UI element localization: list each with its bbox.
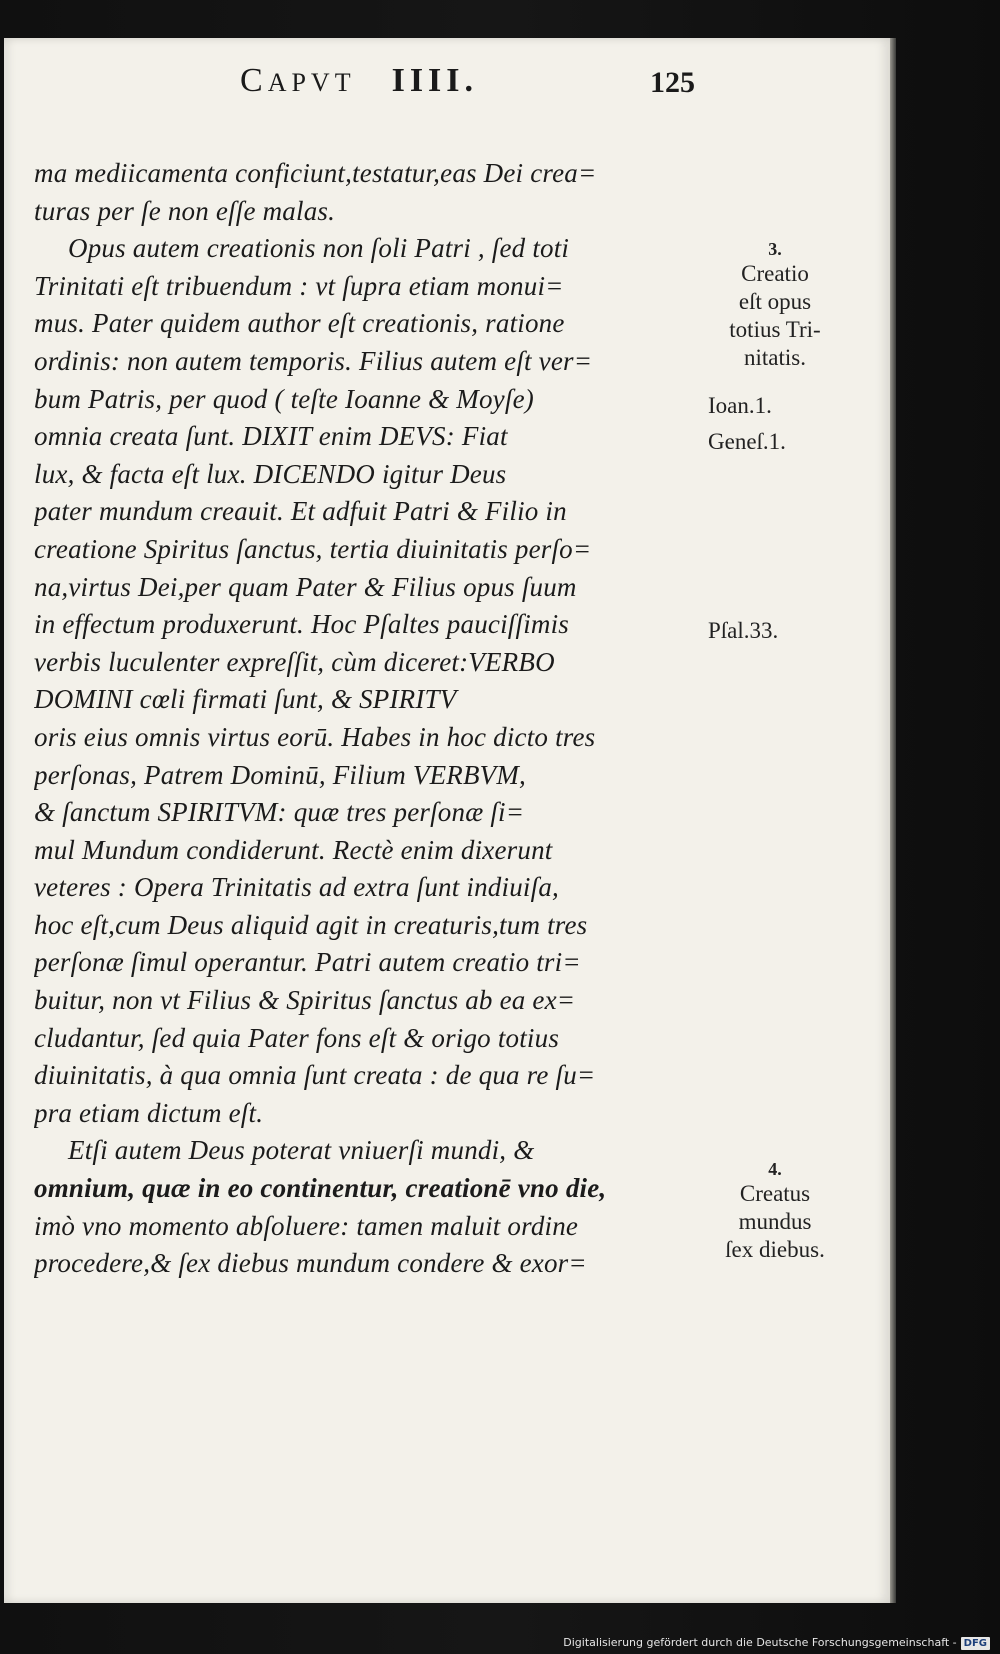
margin-note-4-line-3: ſex diebus.: [725, 1237, 825, 1262]
text-line-24: cludantur, ſed quia Pater fons eſt & origo totius: [34, 1022, 560, 1053]
text-line-15: DOMINI cœli firmati ſunt, & SPIRITV: [34, 684, 457, 715]
margin-ref-genes: [708, 428, 858, 456]
margin-note-4-line-1: Creatus: [739, 1181, 811, 1206]
margin-ref-psal: [708, 617, 858, 645]
margin-note-4: [700, 1158, 850, 1264]
digitization-credit-text: Digitalisierung gefördert durch die Deutsche Forschungsgemeinschaft -: [563, 1636, 957, 1649]
text-line-4: Trinitati eſt tribuendum : vt ſupra etiam monui=: [34, 270, 564, 301]
text-line-9: lux, & facta eſt lux. DICENDO igitur Deus: [34, 458, 507, 489]
margin-note-3-line-1: Creatio: [741, 261, 809, 286]
text-line-13: in effectum produxerunt. Hoc Pſaltes pauciſſimis: [34, 609, 570, 640]
text-line-10: pater mundum creauit. Et adfuit Patri & Filio in: [34, 496, 567, 527]
heading-word: APVT: [267, 68, 356, 97]
text-line-20: veteres : Opera Trinitatis ad extra ſunt indiuiſa,: [34, 872, 559, 903]
text-line-25: diuinitatis, à qua omnia ſunt creata : de qua re ſu=: [34, 1060, 596, 1091]
running-head: [30, 62, 710, 112]
margin-note-4-line-2: mundus: [738, 1209, 812, 1234]
margin-note-3-line-2: eſt opus: [738, 289, 812, 314]
page-edge: [890, 38, 896, 1603]
page-number: 125: [650, 66, 695, 99]
chapter-number: IIII.: [391, 62, 479, 99]
digitization-credit: [563, 1636, 990, 1650]
text-line-17: perſonas, Patrem Dominū, Filium VERBVM,: [34, 759, 526, 790]
text-line-30: procedere,& ſex diebus mundum condere & exor=: [34, 1248, 587, 1279]
text-line-6: ordinis: non autem temporis. Filius autem eſt ver=: [34, 345, 593, 376]
text-line-26: pra etiam dictum eſt.: [34, 1097, 264, 1128]
margin-ref-ioan-text: Ioan.1.: [708, 393, 772, 418]
heading-first-letter: C: [240, 62, 268, 99]
margin-ref-psal-text: Pſal.33.: [708, 618, 779, 643]
text-line-12: na,virtus Dei,per quam Pater & Filius opus ſuum: [34, 571, 577, 602]
text-line-19: mul Mundum condiderunt. Rectè enim dixerunt: [34, 834, 553, 865]
dfg-logo: DFG: [961, 1637, 990, 1650]
text-line-29: imò vno momento abſoluere: tamen maluit ordine: [34, 1210, 579, 1241]
text-line-22: perſonæ ſimul operantur. Patri autem creatio tri=: [34, 947, 581, 978]
margin-ref-genes-text: Geneſ.1.: [708, 429, 786, 454]
chapter-heading: [240, 62, 478, 100]
text-line-5: mus. Pater quidem author eſt creationis, ratione: [34, 308, 565, 339]
text-line-7: bum Patris, per quod ( teſte Ioanne & Moyſe): [34, 383, 534, 414]
margin-note-3-line-4: nitatis.: [744, 345, 806, 370]
margin-ref-ioan: [708, 392, 858, 420]
margin-note-3: [700, 238, 850, 372]
text-line-14: verbis luculenter expreſſit, cùm diceret:VERBO: [34, 646, 555, 677]
text-line-16: oris eius omnis virtus eorū. Habes in hoc dicto tres: [34, 721, 596, 752]
text-line-3: Opus autem creationis non ſoli Patri , ſed toti: [68, 233, 570, 264]
text-line-28: omnium, quæ in eo continentur, creationē vno die,: [34, 1173, 607, 1204]
margin-note-3-line-3: totius Tri-: [729, 317, 821, 342]
margin-note-3-number: 3.: [768, 239, 782, 259]
text-line-27: Etſi autem Deus poterat vniuerſi mundi, &: [68, 1135, 535, 1166]
body-text: [34, 155, 714, 1283]
text-line-21: hoc eſt,cum Deus aliquid agit in creaturis,tum tres: [34, 909, 588, 940]
text-line-18: & ſanctum SPIRITVM: quæ tres perſonæ ſi=: [34, 797, 525, 828]
text-line-1: ma mediicamenta conficiunt,testatur,eas Dei crea=: [34, 158, 597, 188]
text-line-23: buitur, non vt Filius & Spiritus ſanctus ab ea ex=: [34, 985, 576, 1016]
margin-note-4-number: 4.: [768, 1159, 782, 1179]
text-line-8: omnia creata ſunt. DIXIT enim DEVS: Fiat: [34, 421, 508, 452]
text-line-2: turas per ſe non eſſe malas.: [34, 195, 336, 226]
text-line-11: creatione Spiritus ſanctus, tertia diuinitatis perſo=: [34, 533, 592, 564]
